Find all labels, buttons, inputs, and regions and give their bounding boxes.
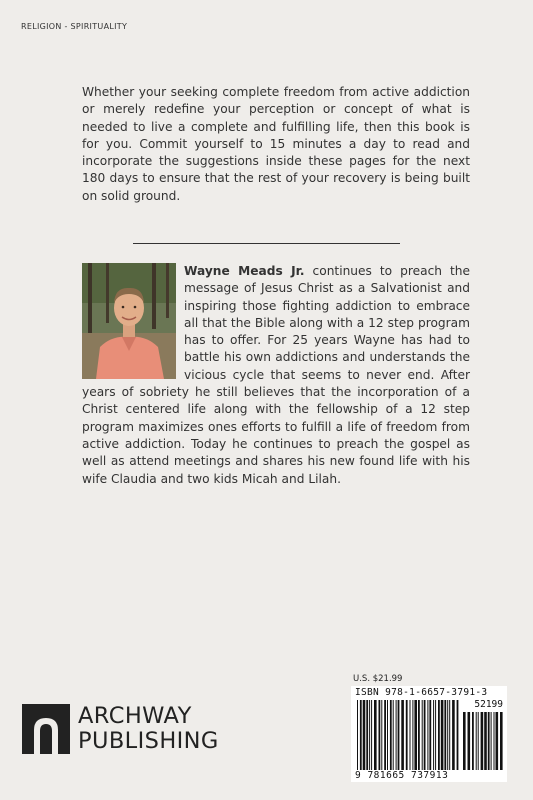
barcode-bar bbox=[481, 712, 484, 770]
category-label: RELIGION - SPIRITUALITY bbox=[21, 22, 128, 31]
archway-arch-icon bbox=[22, 704, 70, 754]
barcode-bar bbox=[447, 700, 448, 770]
publisher-name-line1: ARCHWAY bbox=[78, 703, 192, 729]
barcode-bar bbox=[441, 700, 444, 770]
barcode-bar bbox=[427, 700, 428, 770]
barcode-bar bbox=[484, 712, 487, 770]
barcode-bar bbox=[457, 700, 459, 770]
barcode-bar bbox=[366, 700, 368, 770]
back-cover-blurb: Whether your seeking complete freedom from active addiction or merely redefine your perception or concept of what is needed to live a complete and fulfilling life, then this book is for you. Commit yourself to 15 minutes a day to read and incorporate the suggestions inside these pages for the next 180 days to ensure that the rest of your recovery is being built on solid ground. bbox=[82, 85, 470, 203]
barcode-bar bbox=[401, 700, 404, 770]
barcode-addon-number: 52199 bbox=[474, 699, 503, 710]
barcode-bar bbox=[396, 700, 397, 770]
barcode-bars-addon-icon bbox=[463, 712, 503, 770]
barcode-bar bbox=[384, 700, 386, 770]
barcode-bar bbox=[381, 700, 382, 770]
isbn-barcode bbox=[351, 686, 507, 782]
publisher-logo bbox=[22, 704, 282, 756]
barcode-bar bbox=[452, 700, 455, 770]
barcode-bar bbox=[379, 700, 381, 770]
barcode-bar bbox=[412, 700, 413, 770]
ean-number: 9 781665 737913 bbox=[355, 770, 449, 781]
barcode-bar bbox=[496, 712, 499, 770]
author-portrait-icon bbox=[82, 263, 176, 379]
barcode-bar bbox=[478, 712, 479, 770]
barcode-bar bbox=[406, 700, 408, 770]
barcode-bar bbox=[438, 700, 440, 770]
barcode-bar bbox=[393, 700, 394, 770]
barcode-bar bbox=[500, 712, 503, 770]
barcode-bar bbox=[476, 712, 477, 770]
barcode-bar bbox=[449, 700, 450, 770]
barcode-bar bbox=[357, 700, 358, 770]
author-bio-text: continues to preach the message of Jesus Christ as a Salvationist and inspiring those fighting addiction to embrace all that the Bible along with a 12 step program has to offer. For 25 years Wayne has had to battle his own addictions and understands the vicious cycle that seems to never end. After years of sobriety he still believes that the incorporation of a Christ centered life along with the fellowship of a 12 step program maximizes ones efforts to fulfill a life of freedom from active addiction. Today he continues to preach the gospel as well as attend meetings and shares his new found life with his wife Claudia and two kids Micah and Lilah. bbox=[82, 264, 470, 486]
barcode-bar bbox=[468, 712, 471, 770]
publisher-name-line2: PUBLISHING bbox=[78, 728, 219, 754]
barcode-bar bbox=[369, 700, 370, 770]
isbn-number: ISBN 978-1-6657-3791-3 bbox=[355, 687, 488, 698]
barcode-bar bbox=[494, 712, 495, 770]
barcode-bar bbox=[424, 700, 426, 770]
barcode-bars-main-icon bbox=[357, 700, 461, 770]
barcode-bar bbox=[387, 700, 388, 770]
barcode-bar bbox=[360, 700, 362, 770]
barcode-bar bbox=[398, 700, 400, 770]
barcode-bar bbox=[433, 700, 434, 770]
price-label: U.S. $21.99 bbox=[353, 674, 403, 684]
barcode-bar bbox=[444, 700, 446, 770]
author-name: Wayne Meads Jr. bbox=[184, 264, 305, 278]
barcode-bar bbox=[390, 700, 392, 770]
section-divider bbox=[133, 243, 400, 244]
barcode-bar bbox=[472, 712, 474, 770]
barcode-bar bbox=[418, 700, 420, 770]
barcode-bar bbox=[410, 700, 411, 770]
barcode-bar bbox=[414, 700, 417, 770]
barcode-bar bbox=[491, 712, 492, 770]
barcode-bar bbox=[435, 700, 436, 770]
barcode-bar bbox=[429, 700, 431, 770]
author-photo bbox=[82, 263, 176, 379]
barcode-bar bbox=[374, 700, 377, 770]
barcode-bar bbox=[463, 712, 466, 770]
barcode-bar bbox=[422, 700, 423, 770]
author-bio bbox=[82, 263, 470, 488]
barcode-bar bbox=[371, 700, 372, 770]
barcode-bar bbox=[363, 700, 366, 770]
barcode-bar bbox=[488, 712, 490, 770]
